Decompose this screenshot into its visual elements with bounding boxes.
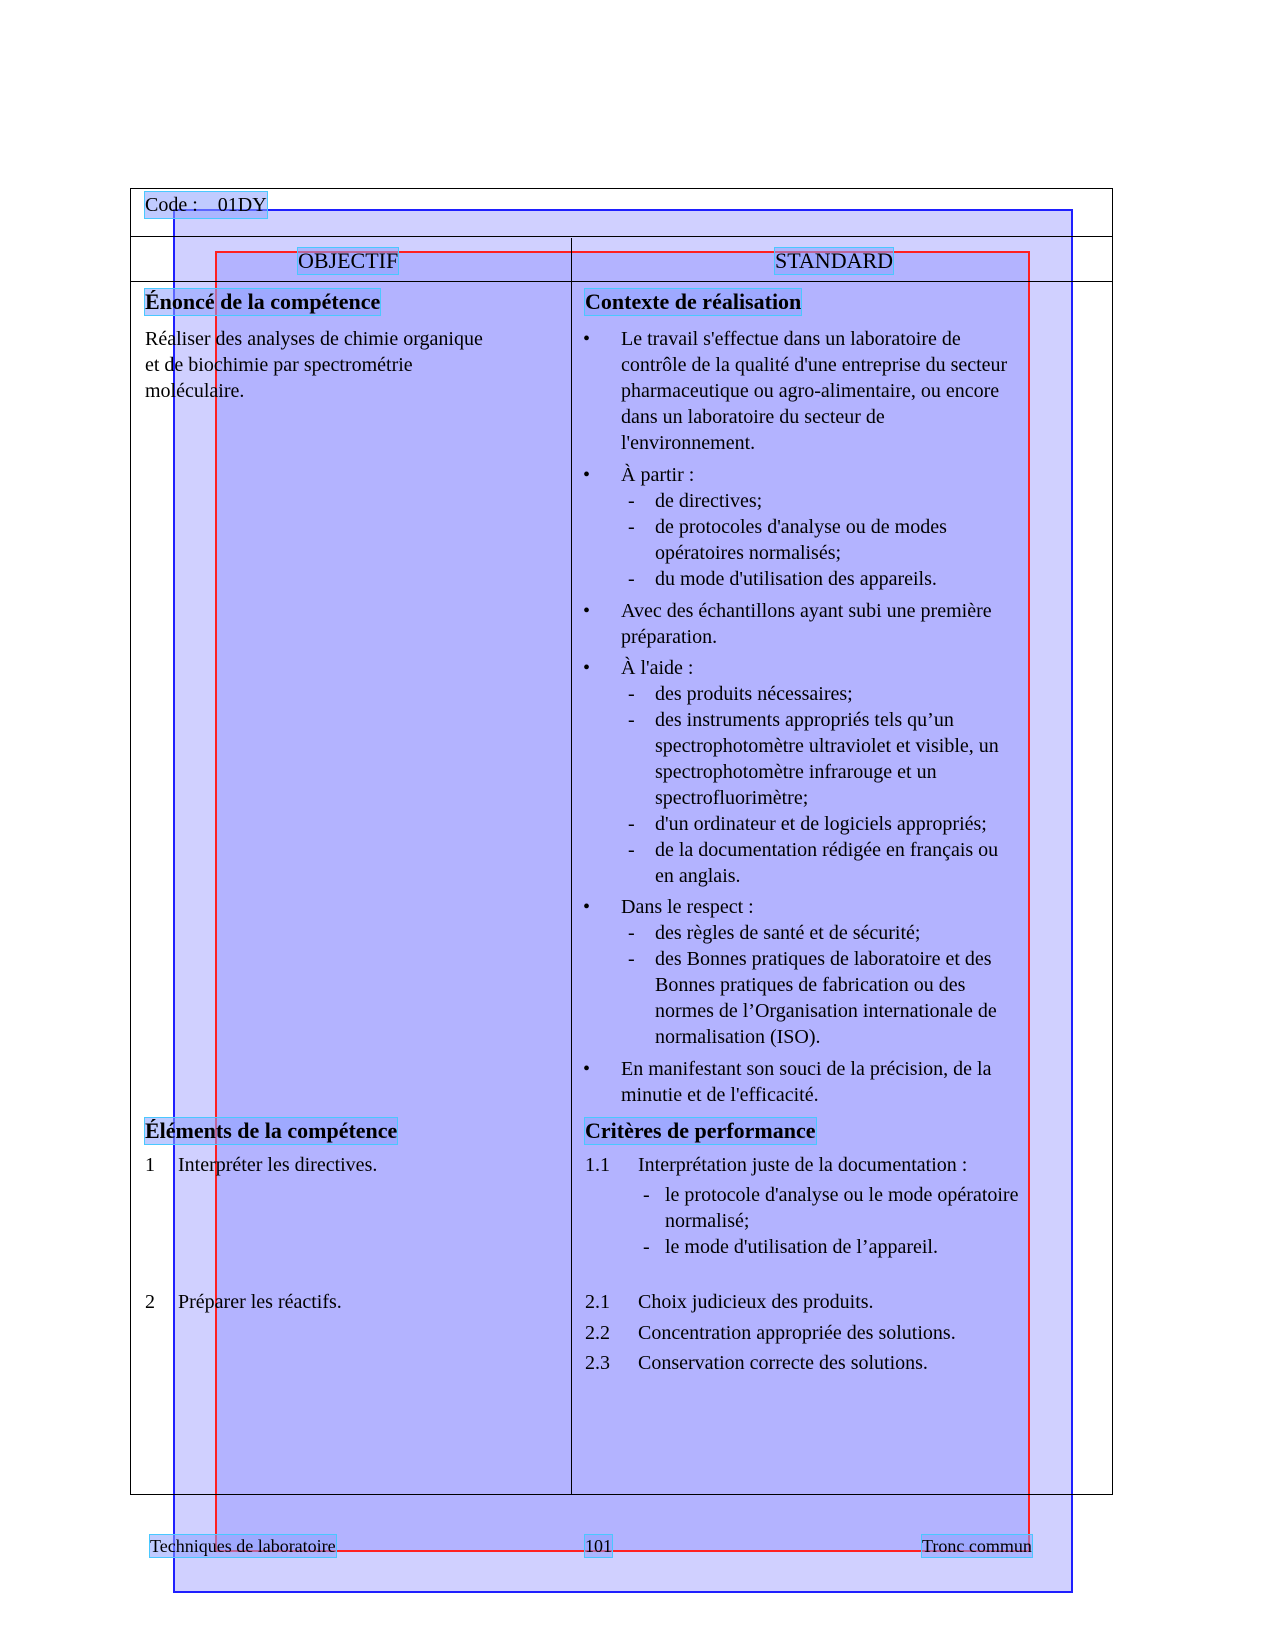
contexte-line: Dans le respect : [621,896,754,918]
enonce-line: Réaliser des analyses de chimie organique [145,328,483,350]
header-divider [130,236,1113,237]
sub-line: de la documentation rédigée en français ou [655,839,999,861]
element-text: Interpréter les directives. [178,1154,378,1176]
dash-icon: - [643,1236,650,1258]
critere-number: 2.2 [585,1322,610,1344]
dash-icon: - [628,948,635,970]
dash-icon: - [628,516,635,538]
contexte-line: pharmaceutique ou agro-alimentaire, ou encore [621,380,1000,402]
sub-line: normes de l’Organisation internationale de [655,1000,997,1022]
sub-line: spectrophotomètre ultraviolet et visible, un [655,735,999,757]
dash-icon: - [628,709,635,731]
contexte-line: En manifestant son souci de la précision, de la [621,1058,992,1080]
bullet-icon: • [583,464,591,486]
dash-icon: - [628,839,635,861]
bullet-icon: • [583,896,591,918]
enonce-line: moléculaire. [145,380,245,402]
critere-text: Concentration appropriée des solutions. [638,1322,956,1344]
footer-program: Techniques de laboratoire [150,1536,336,1556]
contexte-line: minutie et de l'efficacité. [621,1084,819,1106]
contexte-line: À partir : [621,464,695,486]
critere-number: 2.1 [585,1291,610,1313]
contexte-line: dans un laboratoire du secteur de [621,406,885,428]
sub-line: le mode d'utilisation de l’appareil. [665,1236,938,1258]
sub-line: Bonnes pratiques de fabrication ou des [655,974,966,996]
enonce-heading: Énoncé de la compétence [145,289,381,314]
element-number: 1 [145,1154,155,1176]
code-label: Code : [145,194,198,216]
critere-text: Conservation correcte des solutions. [638,1352,928,1374]
sub-line: des Bonnes pratiques de laboratoire et des [655,948,992,970]
dash-icon: - [628,490,635,512]
contexte-line: préparation. [621,626,718,648]
sub-line: de directives; [655,490,763,512]
contexte-line: Le travail s'effectue dans un laboratoire de [621,328,961,350]
contexte-line: l'environnement. [621,432,756,454]
sub-line: d'un ordinateur et de logiciels appropriés; [655,813,987,835]
column-divider [571,238,572,1495]
critere-number: 1.1 [585,1154,610,1176]
dash-icon: - [628,683,635,705]
footer-page-number: 101 [585,1536,612,1556]
sub-line: normalisation (ISO). [655,1026,821,1048]
element-text: Préparer les réactifs. [178,1291,342,1313]
sub-line: spectrofluorimètre; [655,787,809,809]
contexte-heading: Contexte de réalisation [585,289,802,314]
column-title-objectif: OBJECTIF [298,248,399,273]
contexte-line: contrôle de la qualité d'une entreprise du secteur [621,354,1008,376]
bullet-icon: • [583,600,591,622]
elements-heading: Éléments de la compétence [145,1118,398,1143]
dash-icon: - [643,1184,650,1206]
critere-text: Choix judicieux des produits. [638,1291,874,1313]
bullet-icon: • [583,657,591,679]
sub-line: des instruments appropriés tels qu’un [655,709,954,731]
code-value: 01DY [217,194,267,216]
sub-line: de protocoles d'analyse ou de modes [655,516,947,538]
dash-icon: - [628,922,635,944]
code-field [145,192,267,218]
dash-icon: - [628,813,635,835]
criteres-heading: Critères de performance [585,1118,816,1143]
column-title-divider [130,281,1113,282]
contexte-line: À l'aide : [621,657,694,679]
sub-line: du mode d'utilisation des appareils. [655,568,937,590]
sub-line: normalisé; [665,1210,750,1232]
sub-line: spectrophotomètre infrarouge et un [655,761,937,783]
footer-section: Tronc commun [922,1536,1032,1556]
critere-text: Interprétation juste de la documentation : [638,1154,968,1176]
bullet-icon: • [583,1058,591,1080]
element-number: 2 [145,1291,155,1313]
column-title-standard: STANDARD [775,248,894,273]
contexte-line: Avec des échantillons ayant subi une première [621,600,992,622]
enonce-line: et de biochimie par spectrométrie [145,354,413,376]
bullet-icon: • [583,328,591,350]
sub-line: des règles de santé et de sécurité; [655,922,921,944]
critere-number: 2.3 [585,1352,610,1374]
sub-line: en anglais. [655,865,741,887]
sub-line: des produits nécessaires; [655,683,853,705]
sub-line: opératoires normalisés; [655,542,842,564]
dash-icon: - [628,568,635,590]
sub-line: le protocole d'analyse ou le mode opératoire [665,1184,1019,1206]
